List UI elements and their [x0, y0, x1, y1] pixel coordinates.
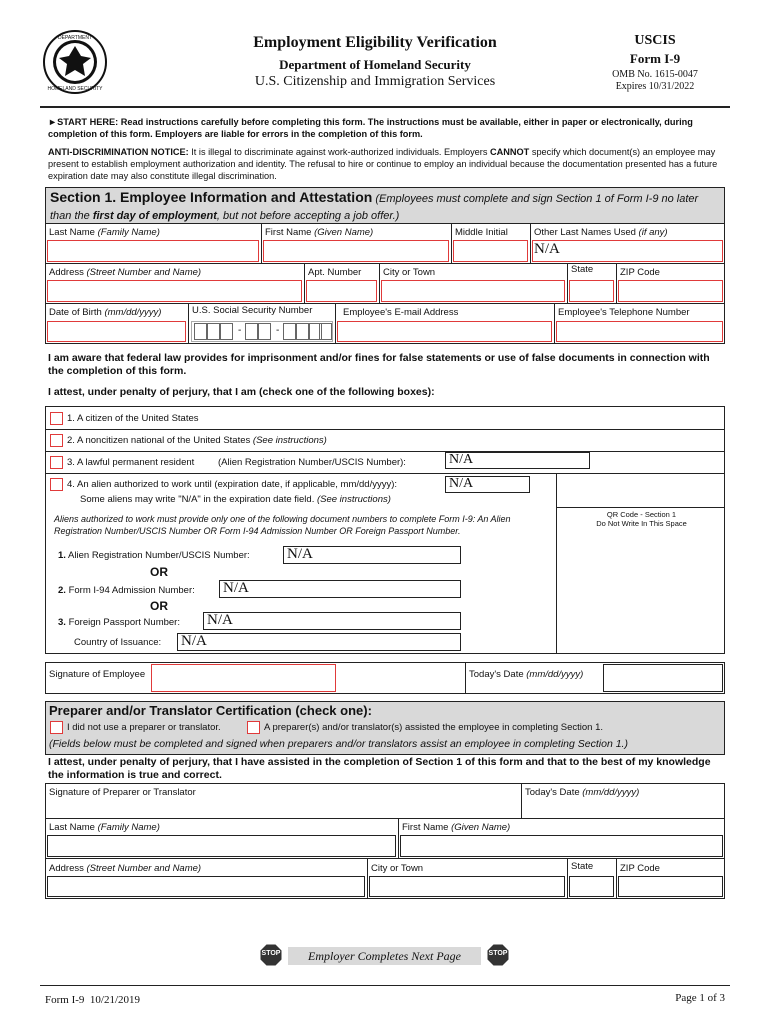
preparer-zip-label: ZIP Code — [620, 863, 660, 874]
first-name-label: First Name (Given Name) — [265, 227, 374, 238]
apt-input[interactable] — [306, 280, 377, 302]
section1-header — [45, 187, 725, 224]
option-resident-alien-label: (Alien Registration Number/USCIS Number): — [218, 457, 406, 468]
i94-input[interactable] — [219, 580, 461, 598]
preparer-state-select[interactable] — [569, 876, 614, 897]
start-here: ►START HERE: Read instructions carefully before completing this form. The instructions must be available, either in paper or electronically, during completion of this form. Employers are liable for errors in the completion of this form. — [48, 117, 693, 139]
employee-signature-input[interactable] — [151, 664, 336, 692]
employee-date-input[interactable] — [603, 664, 723, 692]
dhs-seal — [43, 30, 107, 94]
anti-text-a: It is illegal to discriminate against work-authorized individuals. Employers — [188, 147, 490, 157]
phone-label: Employee's Telephone Number — [558, 307, 690, 318]
alien-number-value: N/A — [287, 546, 313, 562]
preparer-note: (Fields below must be completed and signed when preparers and/or translators assist an employee in completing Section 1.) — [49, 738, 628, 750]
preparer-first-name-input[interactable] — [400, 835, 723, 857]
preparer-signature-input[interactable] — [47, 800, 519, 817]
resident-alien-number-value: N/A — [449, 452, 474, 467]
preparer-state-label: State — [571, 861, 594, 872]
svg-text:HOMELAND SECURITY: HOMELAND SECURITY — [47, 86, 103, 92]
preparer-attest: I attest, under penalty of perjury, that I have assisted in the completion of Section 1 of this form and that to the best of my knowledge the information is true and correct. — [48, 756, 711, 781]
alien-number-label: 1. Alien Registration Number/USCIS Number: — [58, 550, 250, 561]
dob-input[interactable] — [47, 321, 186, 342]
preparer-date-label: Today's Date (mm/dd/yyyy) — [525, 787, 640, 798]
email-input[interactable] — [337, 321, 552, 342]
svg-text:DEPARTMENT: DEPARTMENT — [58, 35, 92, 41]
passport-value: N/A — [207, 612, 233, 628]
option-alien-label: 4. An alien authorized to work until (expiration date, if applicable, mm/dd/yyyy): — [67, 479, 398, 490]
alien-note: Some aliens may write "N/A" in the expiration date field. (See instructions) — [80, 494, 391, 505]
address-input[interactable] — [47, 280, 302, 302]
city-input[interactable] — [381, 280, 565, 302]
middle-initial-input[interactable] — [453, 240, 528, 262]
form-id: Form I-9 10/21/2019 — [45, 994, 141, 1006]
no-preparer-label: I did not use a preparer or translator. — [67, 722, 221, 733]
preparer-last-name-input[interactable] — [47, 835, 396, 857]
expiration-date-value: N/A — [449, 476, 474, 491]
preparer-first-name-label: First Name (Given Name) — [402, 822, 511, 833]
state-label: State — [571, 264, 594, 275]
preparer-address-label: Address (Street Number and Name) — [49, 863, 202, 874]
page-number: Page 1 of 3 — [675, 992, 725, 1004]
middle-initial-label: Middle Initial — [455, 227, 508, 238]
employee-signature-label: Signature of Employee — [49, 669, 146, 680]
form-title: Employment Eligibility Verification — [253, 34, 497, 51]
section1-title: Section 1. Employee Information and Attestation — [50, 189, 373, 205]
attest-statement: I attest, under penalty of perjury, that I am (check one of the following boxes): — [48, 386, 435, 398]
phone-input[interactable] — [556, 321, 723, 342]
employer-next-page: Employer Completes Next Page — [288, 947, 481, 965]
department: Department of Homeland Security — [279, 57, 471, 72]
apt-label: Apt. Number — [308, 267, 362, 278]
i94-label: 2. Form I-94 Admission Number: — [58, 585, 195, 596]
qr-label-2: Do Not Write In This Space — [596, 519, 687, 528]
checkbox-citizen[interactable] — [50, 412, 63, 425]
stop-label-right: STOP — [488, 950, 508, 957]
omb-number: OMB No. 1615-0047 — [612, 69, 698, 80]
passport-label: 3. Foreign Passport Number: — [58, 617, 180, 628]
header-rule — [40, 106, 730, 108]
address-label: Address (Street Number and Name) — [49, 267, 202, 278]
preparer-signature-label: Signature of Preparer or Translator — [49, 787, 196, 798]
checkbox-permanent-resident[interactable] — [50, 456, 63, 469]
anti-discrimination — [48, 146, 728, 182]
preparer-city-label: City or Town — [371, 863, 424, 874]
stop-label-left: STOP — [261, 950, 281, 957]
zip-label: ZIP Code — [620, 267, 660, 278]
email-label: Employee's E-mail Address — [343, 307, 459, 318]
uscis-label: USCIS — [634, 33, 676, 48]
ssn-label: U.S. Social Security Number — [192, 305, 313, 316]
section1-subtitle-c: , but not before accepting a job offer.) — [216, 210, 400, 222]
form-number: Form I-9 — [629, 51, 681, 66]
preparer-address-input[interactable] — [47, 876, 365, 897]
agency: U.S. Citizenship and Immigration Services — [254, 74, 496, 89]
or-2: OR — [150, 599, 168, 613]
dob-label: Date of Birth (mm/dd/yyyy) — [49, 307, 162, 318]
option-noncitizen-label: 2. A noncitizen national of the United States (See instructions) — [67, 435, 327, 446]
anti-text-b: specify which document(s) an employee may present to establish employment authorization and identity. The refusal to hire or continue to employ an individual because the documentation presented has a future expiration date may also constitute illegal discrimination. — [48, 147, 718, 181]
zip-input[interactable] — [618, 280, 723, 302]
passport-input[interactable] — [203, 612, 461, 630]
preparer-title: Preparer and/or Translator Certification (check one): — [49, 703, 372, 718]
section1-subtitle-a: (Employees must complete and sign Section 1 of Form I-9 no later than the — [50, 193, 699, 222]
first-name-input[interactable] — [263, 240, 449, 262]
anti-cannot: CANNOT — [489, 147, 530, 157]
anti-label: ANTI-DISCRIMINATION NOTICE: — [48, 147, 189, 157]
or-1: OR — [150, 565, 168, 579]
ssn-dash-1: - — [238, 325, 242, 336]
expiration: Expires 10/31/2022 — [615, 81, 695, 92]
option-citizen-label: 1. A citizen of the United States — [67, 413, 199, 424]
employee-date-label: Today's Date (mm/dd/yyyy) — [469, 669, 584, 680]
country-value: N/A — [181, 633, 207, 649]
state-select[interactable] — [569, 280, 614, 302]
checkbox-alien-authorized[interactable] — [50, 478, 63, 491]
option-resident-label: 3. A lawful permanent resident — [67, 457, 195, 468]
preparer-zip-input[interactable] — [618, 876, 723, 897]
preparer-last-name-label: Last Name (Family Name) — [49, 822, 160, 833]
country-input[interactable] — [177, 633, 461, 651]
other-names-value: N/A — [534, 241, 560, 257]
aliens-note: Aliens authorized to work must provide only one of the following document numbers to complete Form I-9: An Alien Registration Number/USCIS Number OR Form I-94 Admission Number OR Foreign Passport Number. — [54, 514, 511, 536]
checkbox-no-preparer[interactable] — [50, 721, 63, 734]
last-name-label: Last Name (Family Name) — [49, 227, 160, 238]
aware-statement: I am aware that federal law provides for imprisonment and/or fines for false statements or use of false documents in connection with the completion of this form. — [48, 352, 710, 377]
section1-subtitle-b: first day of employment — [92, 210, 217, 222]
other-names-input[interactable] — [532, 240, 723, 262]
qr-label-1: QR Code - Section 1 — [606, 510, 677, 519]
footer-rule — [40, 985, 730, 986]
other-names-label: Other Last Names Used (if any) — [534, 227, 668, 238]
ssn-dash-2: - — [276, 325, 280, 336]
country-label: Country of Issuance: — [74, 637, 162, 648]
preparer-city-input[interactable] — [369, 876, 565, 897]
ssn-digit-boxes — [194, 323, 332, 340]
checkbox-noncitizen-national[interactable] — [50, 434, 63, 447]
city-label: City or Town — [383, 267, 436, 278]
preparer-assisted-label: A preparer(s) and/or translator(s) assisted the employee in completing Section 1. — [264, 722, 603, 733]
checkbox-preparer-assisted[interactable] — [247, 721, 260, 734]
i94-value: N/A — [223, 580, 249, 596]
last-name-input[interactable] — [47, 240, 259, 262]
